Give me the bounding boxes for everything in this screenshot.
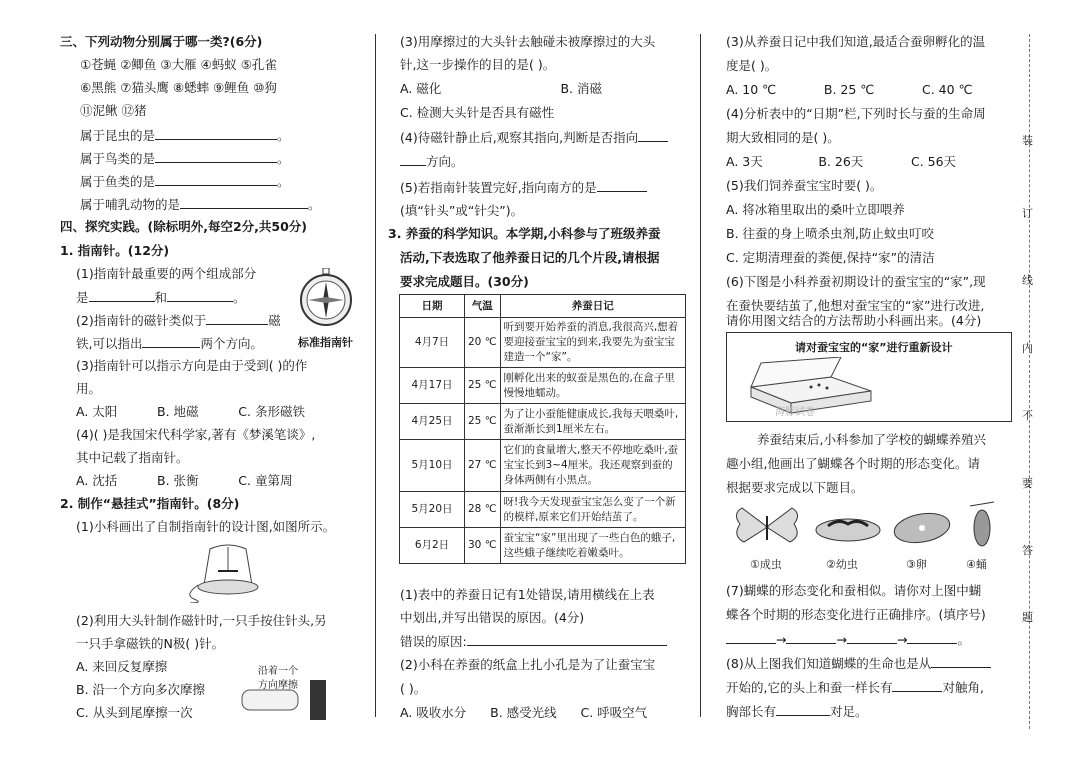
- text: 。: [233, 290, 246, 305]
- p3-q8-line3: [726, 702, 868, 721]
- compass-caption: 标准指南针: [298, 336, 353, 349]
- section-3-title: 三、下列动物分别属于哪一类?(6分): [60, 34, 263, 49]
- text: 胸部长有: [726, 704, 777, 719]
- problem-1-title: 1. 指南针。(12分): [60, 243, 170, 258]
- p2-q3-options-ab[interactable]: A. 磁化 B. 消磁: [400, 81, 603, 96]
- bird-question: [80, 149, 290, 168]
- direction-answer-blank[interactable]: [638, 128, 668, 142]
- p2-q2-option-a[interactable]: A. 来回反复摩擦: [76, 659, 168, 674]
- cell-temp: 30 ℃: [465, 528, 501, 564]
- text: (4)待磁针静止后,观察其指向,判断是否指向: [400, 130, 639, 145]
- binding-char: 答: [1022, 544, 1033, 557]
- header-date: 日期: [400, 295, 465, 318]
- hanging-compass-icon: [180, 541, 270, 603]
- text: 错误的原因:: [400, 634, 467, 649]
- binding-char: 内: [1022, 342, 1033, 355]
- period: 。: [277, 151, 290, 166]
- nest-design-box[interactable]: [726, 332, 1012, 422]
- hint-line-1: 沿着一个: [258, 666, 298, 677]
- p2-q2-text-cont: 一只手拿磁铁的N极( )针。: [76, 636, 225, 651]
- p2-q2-option-c[interactable]: C. 从头到尾摩擦一次: [76, 705, 193, 720]
- p2-q2-option-b[interactable]: B. 沿一个方向多次摩擦: [76, 682, 206, 697]
- cell-date: 4月17日: [400, 368, 465, 404]
- period: 。: [957, 632, 970, 647]
- binding-char: 装: [1022, 134, 1033, 147]
- p2-q4-line2: [400, 152, 464, 171]
- cell-date: 6月2日: [400, 528, 465, 564]
- p2-q1-text: (1)小科画出了自制指南针的设计图,如图所示。: [76, 519, 336, 534]
- order-blank-4[interactable]: [907, 630, 957, 644]
- insect-label: 属于昆虫的是: [80, 128, 156, 143]
- p3-q4-text-cont: 期大致相同的是( )。: [726, 130, 840, 145]
- arrow-icon: →: [836, 632, 847, 647]
- text: 方向。: [426, 154, 464, 169]
- cell-temp: 25 ℃: [465, 368, 501, 404]
- text: (8)从上图我们知道蝴蝶的生命也是从: [726, 656, 932, 671]
- p3-q3-text: (3)从养蚕日记中我们知道,最适合蚕卵孵化的温: [726, 34, 986, 49]
- p1-q3-text-cont: 用。: [76, 381, 102, 396]
- cell-date: 5月20日: [400, 492, 465, 528]
- mammal-label: 属于哺乳动物的是: [80, 197, 181, 212]
- problem-3-intro: 3. 养蚕的科学知识。本学期,小科参与了班级养蚕: [388, 226, 661, 241]
- butterfly-intro: 养蚕结束后,小科参加了学校的蝴蝶养殖兴: [757, 432, 986, 447]
- butterfly-stages: [726, 500, 1016, 572]
- component-blank-1[interactable]: [89, 288, 155, 302]
- p2-q5-line2: (填“针头”或“针尖”)。: [400, 203, 524, 218]
- p1-q3-text: (3)指南针可以指示方向是由于受到( )的作: [76, 358, 308, 373]
- watermark: 海豚试卷: [775, 407, 815, 418]
- arrow-icon: →: [776, 632, 787, 647]
- order-blank-3[interactable]: [847, 630, 897, 644]
- cell-temp: 20 ℃: [465, 318, 501, 368]
- p1-q2-line1: [76, 311, 281, 330]
- stage-order-blanks: [726, 630, 970, 649]
- error-reason-blank[interactable]: [467, 632, 667, 646]
- p3-q3-options[interactable]: A. 10 ℃ B. 25 ℃ C. 40 ℃: [726, 82, 973, 97]
- table-row: [400, 492, 686, 528]
- p2-q2-text: (2)利用大头针制作磁针时,一只手按住针头,另: [76, 613, 327, 628]
- direction-blank[interactable]: [142, 334, 200, 348]
- problem-3-intro-cont: 活动,下表选取了他养蚕日记的几个片段,请根据: [400, 250, 660, 265]
- text: 两个方向。: [200, 336, 263, 351]
- p3-q7-text: (7)蝴蝶的形态变化和蚕相似。请你对上图中蝴: [726, 583, 982, 598]
- fish-answer-blank[interactable]: [155, 172, 277, 186]
- binding-char: 线: [1022, 274, 1033, 287]
- rubbing-hint-illustration: [240, 660, 332, 720]
- p3-q1-text: (1)表中的养蚕日记有1处错误,请用横线在上表: [400, 587, 655, 602]
- life-start-blank[interactable]: [931, 654, 991, 668]
- animal-list-row: ①苍蝇 ②鲫鱼 ③大雁 ④蚂蚁 ⑤孔雀: [80, 57, 277, 72]
- text: (5)若指南针装置完好,指向南方的是: [400, 180, 597, 195]
- cell-diary: 它们的食量增大,整天不停地吃桑叶,蚕宝宝长到3~4厘米。我还观察到蚕的身体两侧有小黑点。: [500, 440, 686, 492]
- header-diary: 养蚕日记: [500, 295, 686, 318]
- animal-list-row: ⑪泥鳅 ⑫猪: [80, 103, 147, 118]
- cell-temp: 27 ℃: [465, 440, 501, 492]
- binding-char: 订: [1022, 207, 1033, 220]
- order-blank-1[interactable]: [726, 630, 776, 644]
- egg-on-leaf-icon: [892, 509, 952, 546]
- p3-q6-text-cont2: 请你用图文结合的方法帮助小科画出来。(4分): [726, 313, 982, 328]
- leg-count-blank[interactable]: [776, 702, 830, 716]
- period: 。: [277, 128, 290, 143]
- cell-temp: 25 ℃: [465, 404, 501, 440]
- table-row: [400, 318, 686, 368]
- south-pointer-blank[interactable]: [597, 178, 647, 192]
- cell-date: 5月10日: [400, 440, 465, 492]
- magnet-type-blank[interactable]: [206, 311, 268, 325]
- p3-q5-option-a[interactable]: A. 将冰箱里取出的桑叶立即喂养: [726, 202, 905, 217]
- table-row: [400, 368, 686, 404]
- hint-line-2: 方向摩擦: [258, 680, 298, 691]
- text: 是: [76, 290, 89, 305]
- text: 对触角,: [942, 680, 984, 695]
- p1-q3-options[interactable]: A. 太阳 B. 地磁 C. 条形磁铁: [76, 404, 305, 419]
- p3-q3-text-cont: 度是( )。: [726, 58, 778, 73]
- antenna-count-blank[interactable]: [892, 678, 942, 692]
- p3-q2-text: (2)小科在养蚕的纸盒上扎小孔是为了让蚕宝宝: [400, 657, 656, 672]
- stage-label: ①成虫: [750, 558, 782, 571]
- p3-q8-line1: [726, 654, 991, 673]
- p3-q5-text: (5)我们饲养蚕宝宝时要( )。: [726, 178, 883, 193]
- p2-q3-text-cont: 针,这一步操作的目的是( )。: [400, 57, 556, 72]
- p2-q4-line1: [400, 128, 668, 147]
- header-temp: 气温: [465, 295, 501, 318]
- p1-q1-blanks: [76, 288, 246, 307]
- problem-3-intro-cont2: 要求完成题目。(30分): [400, 274, 529, 289]
- butterfly-stage-icons: [726, 500, 1016, 552]
- fish-question: [80, 172, 290, 191]
- direction-answer-blank-cont[interactable]: [400, 152, 426, 166]
- p3-q2-text-cont: ( )。: [400, 681, 427, 696]
- cell-temp: 28 ℃: [465, 492, 501, 528]
- p3-q6-text-cont: 在蚕快要结茧了,他想对蚕宝宝的“家”进行改进,: [726, 298, 985, 313]
- p1-q2-line2: [76, 334, 263, 353]
- period: 。: [277, 174, 290, 189]
- text: 和: [154, 290, 168, 305]
- section-4-title: 四、探究实践。(除标明外,每空2分,共50分): [60, 219, 308, 234]
- cell-diary: 听到要开始养蚕的消息,我很高兴,想着要迎接蚕宝宝的到来,我要先为蚕宝宝建造一个“家”。: [500, 318, 686, 368]
- text: (2)指南针的磁针类似于: [76, 313, 207, 328]
- p2-q5-line1: [400, 178, 647, 197]
- fish-label: 属于鱼类的是: [80, 174, 156, 189]
- arrow-icon: →: [896, 632, 908, 647]
- adult-butterfly-icon: [736, 508, 797, 542]
- component-blank-2[interactable]: [167, 288, 233, 302]
- silkworm-diary-table: [399, 294, 686, 564]
- bird-answer-blank[interactable]: [155, 149, 277, 163]
- text: 对足。: [830, 704, 868, 719]
- binding-char: 不: [1022, 409, 1033, 422]
- cell-diary: 蚕宝宝“家”里出现了一些白色的蛾子,这些蛾子继续吃着嫩桑叶。: [500, 528, 686, 564]
- stage-label: ③卵: [906, 558, 927, 571]
- order-blank-2[interactable]: [786, 630, 836, 644]
- compass-illustration: [300, 268, 352, 328]
- cell-diary: 为了让小蚕能健康成长,我每天喂桑叶,蚕渐渐长到1厘米左右。: [500, 404, 686, 440]
- text: 磁: [268, 313, 281, 328]
- larva-on-leaf-icon: [816, 519, 880, 541]
- table-header-row: [400, 295, 686, 318]
- cell-diary: 刚孵化出来的蚁蚕是黑色的,在盒子里慢慢地蠕动。: [500, 368, 686, 404]
- period: 。: [308, 197, 321, 212]
- p3-q4-text: (4)分析表中的“日期”栏,下列时长与蚕的生命周: [726, 106, 986, 121]
- mammal-answer-blank[interactable]: [180, 195, 308, 209]
- p2-q3-option-c[interactable]: C. 检测大头针是否具有磁性: [400, 105, 555, 120]
- design-box-title: 请对蚕宝宝的“家”进行重新设计: [795, 341, 953, 354]
- binding-char: 题: [1022, 611, 1033, 624]
- cell-date: 4月25日: [400, 404, 465, 440]
- p1-q1-text: (1)指南针最重要的两个组成部分: [76, 266, 257, 281]
- insect-question: [80, 126, 290, 145]
- p1-q4-options[interactable]: A. 沈括 B. 张衡 C. 童第周: [76, 473, 293, 488]
- p3-q6-text: (6)下图是小科养蚕初期设计的蚕宝宝的“家”,现: [726, 274, 986, 289]
- p3-q5-option-b[interactable]: B. 往蚕的身上喷杀虫剂,防止蚊虫叮咬: [726, 226, 934, 241]
- insect-answer-blank[interactable]: [155, 126, 277, 140]
- table-row: [400, 528, 686, 564]
- mammal-question: [80, 195, 321, 214]
- p3-q5-option-c[interactable]: C. 定期清理蚕的粪便,保持“家”的清洁: [726, 250, 935, 265]
- p1-q4-text: (4)( )是我国宋代科学家,著有《梦溪笔谈》,: [76, 427, 316, 442]
- p3-q8-line2: [726, 678, 984, 697]
- stage-label: ④蛹: [966, 558, 987, 571]
- binding-char: 要: [1022, 477, 1033, 490]
- table-row: [400, 404, 686, 440]
- p3-q2-options[interactable]: A. 吸收水分 B. 感受光线 C. 呼吸空气: [400, 705, 648, 720]
- cell-date: 4月7日: [400, 318, 465, 368]
- problem-2-title: 2. 制作“悬挂式”指南针。(8分): [60, 496, 240, 511]
- pupa-icon: [970, 502, 994, 546]
- butterfly-intro-cont2: 根据要求完成以下题目。: [726, 480, 864, 495]
- p2-q3-text: (3)用摩擦过的大头针去触碰未被摩擦过的大头: [400, 34, 656, 49]
- stage-label: ②幼虫: [826, 558, 858, 571]
- column-divider-1: [375, 34, 376, 717]
- hanging-compass-illustration: [180, 541, 270, 603]
- text: 开始的,它的头上和蚕一样长有: [726, 680, 893, 695]
- column-divider-2: [700, 34, 701, 717]
- table-row: [400, 440, 686, 492]
- butterfly-intro-cont: 趣小组,他画出了蝴蝶各个时期的形态变化。请: [726, 456, 980, 471]
- bird-label: 属于鸟类的是: [80, 151, 156, 166]
- compass-icon: [300, 268, 352, 328]
- animal-list-row: ⑥黑熊 ⑦猫头鹰 ⑧蟋蟀 ⑨鲤鱼 ⑩狗: [80, 80, 277, 95]
- p1-q4-text-cont: 其中记载了指南针。: [76, 450, 189, 465]
- p3-q1-text-cont: 中划出,并写出错误的原因。(4分): [400, 610, 585, 625]
- p3-q1-reason: [400, 632, 667, 651]
- cell-diary: 呀!我今天发现蚕宝宝怎么变了一个新的模样,原来它们开始结茧了。: [500, 492, 686, 528]
- p3-q7-text-cont: 蝶各个时期的形态变化进行正确排序。(填序号): [726, 607, 986, 622]
- text: 铁,可以指出: [76, 336, 143, 351]
- p3-q4-options[interactable]: A. 3天 B. 26天 C. 56天: [726, 154, 957, 169]
